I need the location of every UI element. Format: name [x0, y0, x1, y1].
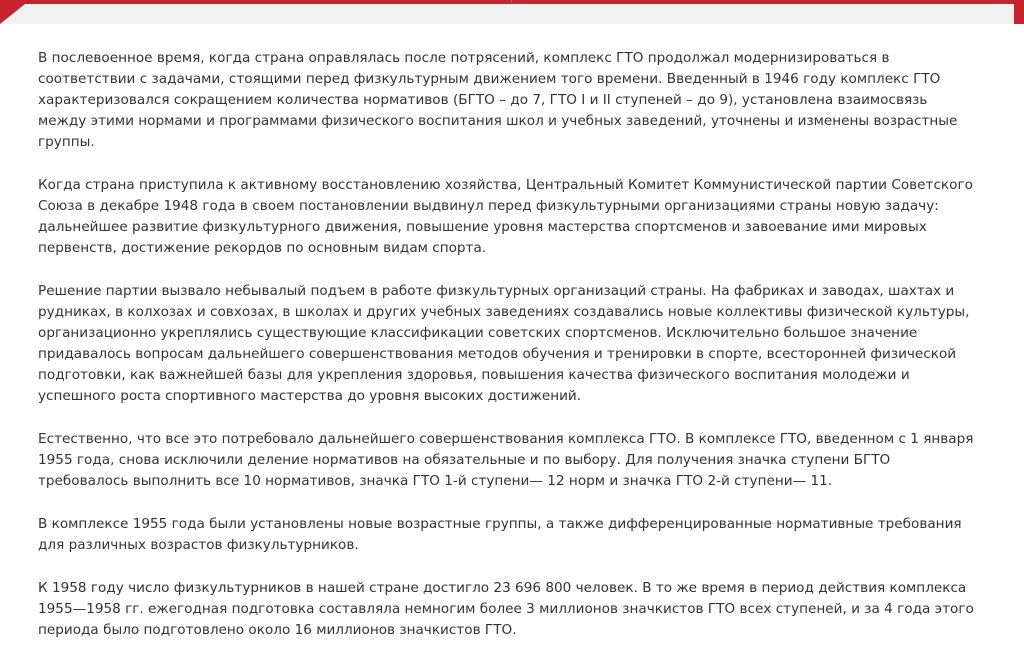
- article-paragraph-4: Естественно, что все это потребовало дальнейшего совершенствования комплекса ГТО. В комплексе ГТО, введенном с 1 января 1955 года, снова исключили деление нормативов на обязательные и по выбору. Для получения значка ступени БГТО требовалось выполнить все 10 нормативов, значка ГТО 1-й ступени— 12 норм и значка ГТО 2-й ступени— 11.: [38, 431, 974, 489]
- article-paragraph-1: В послевоенное время, когда страна оправлялась после потрясений, комплекс ГТО продолжал модернизироваться в соответствии с задачами, стоящими перед физкультурным движением того времени. Введенный в 1946 году комплекс ГТО характеризовался сокращением количества нормативов (БГТО – до 7, ГТО I и II ступеней – до 9), установлена взаимосвязь между этими нормами и программами физического воспитания школ и учебных заведений, уточнены и изменены возрастные группы.: [38, 50, 958, 150]
- header-accent-wedge: [0, 0, 30, 24]
- article-paragraph-3: Решение партии вызвало небывалый подъем в работе физкультурных организаций страны. На фабриках и заводах, шахтах и рудниках, в колхозах и совхозах, в школах и других учебных заведениях создавались новые коллективы физической культуры, организационно укреплялись существующие классификации советских спортсменов. Исключительно большое значение придавалось вопросам дальнейшего совершенствования методов обучения и тренировки в спорте, всесторонней физической подготовки, как важнейшей базы для укрепления здоровья, повышения качества физического воспитания молодежи и успешного роста спортивного мастерства до уровня высоких достижений.: [38, 283, 970, 404]
- article-paragraph-5: В комплексе 1955 года были установлены новые возрастные группы, а также дифференцированные нормативные требования для различных возрастов физкультурников.: [38, 516, 962, 553]
- header-tick-mark: [511, 0, 512, 3]
- article-body: [38, 48, 978, 663]
- article-paragraph-6: К 1958 году число физкультурников в нашей стране достигло 23 696 800 человек. В то же время в период действия комплекса 1955—1958 гг. ежегодная подготовка составляла немногим более 3 миллионов значкистов ГТО всех ступеней, и за 4 года этого периода было подготовлено около 16 миллионов значкистов ГТО.: [38, 580, 974, 638]
- article-paragraph-2: Когда страна приступила к активному восстановлению хозяйства, Центральный Комитет Коммунистической партии Советского Союза в декабре 1948 года в своем постановлении выдвинул перед физкультурными организациями страны новую задачу: дальнейшее развитие физкультурного движения, повышение уровня мастерства спортсменов и завоевание ими мировых первенств, достижение рекордов по основным видам спорта.: [38, 177, 973, 256]
- header-accent-line: [0, 0, 1024, 4]
- header-accent-right: [1014, 0, 1024, 24]
- header-bar: [0, 0, 1024, 24]
